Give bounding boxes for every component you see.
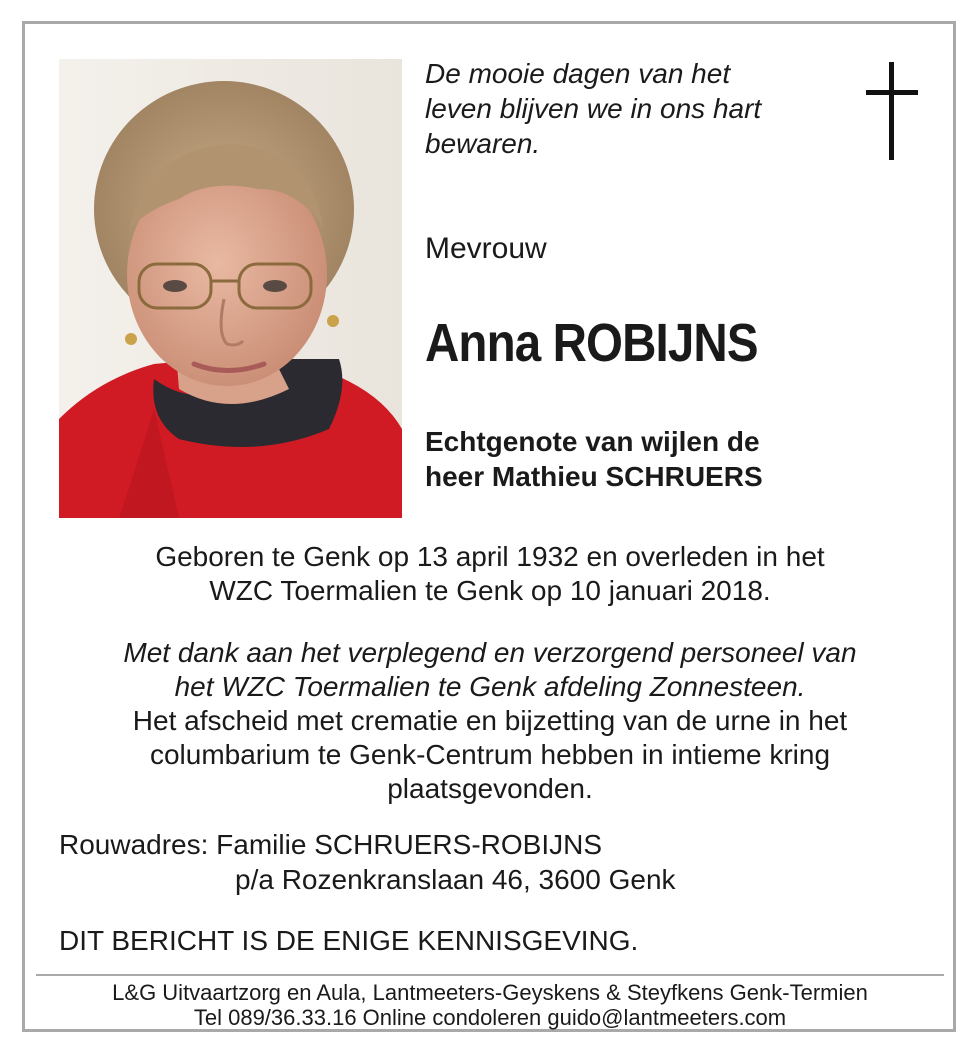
- footer-divider: [36, 974, 944, 976]
- quote-line: leven blijven we in ons hart: [425, 93, 762, 124]
- deceased-name: Anna ROBIJNS: [425, 313, 758, 373]
- farewell-line: Het afscheid met crematie en bijzetting van de urne in het: [132, 705, 848, 736]
- spouse-line: Echtgenote van wijlen de: [425, 426, 760, 457]
- quote-line: bewaren.: [425, 128, 541, 159]
- mourning-address-street: p/a Rozenkranslaan 46, 3600 Genk: [235, 864, 676, 895]
- farewell-text: [40, 704, 940, 806]
- spouse-info: [425, 424, 925, 494]
- farewell-line: columbarium te Genk-Centrum hebben in intieme kring: [149, 739, 831, 770]
- memorial-quote: [425, 56, 845, 161]
- spouse-line: heer Mathieu SCHRUERS: [425, 461, 763, 492]
- farewell-line: plaatsgevonden.: [387, 773, 593, 804]
- footer-line: Tel 089/36.33.16 Online condoleren guido@lantmeeters.com: [193, 1005, 787, 1030]
- birth-death-info: [40, 540, 940, 608]
- quote-line: De mooie dagen van het: [425, 58, 731, 89]
- portrait-photo: [59, 59, 402, 518]
- born-line: WZC Toermalien te Genk op 10 januari 2018.: [209, 575, 771, 606]
- thanks-line: Met dank aan het verplegend en verzorgend personeel van: [123, 637, 857, 668]
- born-line: Geboren te Genk op 13 april 1932 en overleden in het: [155, 541, 825, 572]
- mourning-address: Rouwadres: Familie SCHRUERS-ROBIJNS: [59, 829, 603, 860]
- cross-icon: [862, 62, 922, 160]
- honorific: Mevrouw: [425, 232, 547, 265]
- thanks-text: [40, 636, 940, 704]
- thanks-line: het WZC Toermalien te Genk afdeling Zonnesteen.: [174, 671, 806, 702]
- funeral-home-footer: [40, 980, 940, 1030]
- footer-line: L&G Uitvaartzorg en Aula, Lantmeeters-Geyskens & Steyfkens Genk-Termien: [112, 980, 868, 1005]
- sole-notice: DIT BERICHT IS DE ENIGE KENNISGEVING.: [59, 925, 639, 956]
